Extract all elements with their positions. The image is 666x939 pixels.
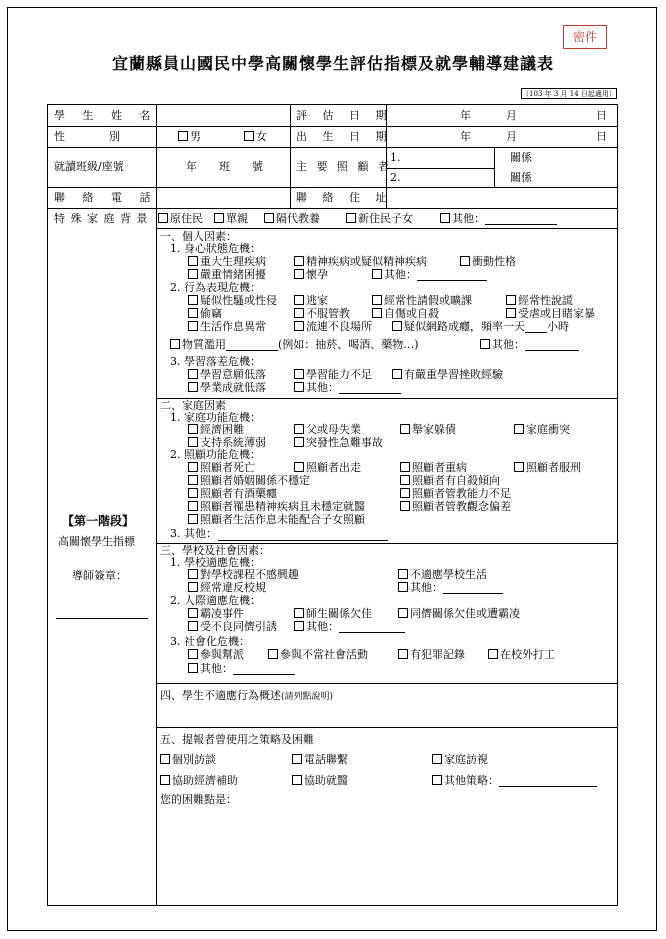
label-class-seat: 就讀班級/座號 — [54, 160, 124, 173]
checkbox-item[interactable]: 不適應學校生活 — [398, 568, 487, 581]
checkbox-item[interactable]: 衝動性格 — [460, 255, 516, 268]
checkbox-item[interactable]: 自傷或自殺 — [372, 307, 439, 320]
checkbox-item[interactable]: 其他： — [398, 581, 503, 594]
checkbox[interactable] — [432, 754, 442, 764]
eval-day: 日 — [596, 109, 607, 122]
checkbox[interactable] — [188, 437, 198, 447]
sec1-h2: 2. 行為表現危機： — [170, 281, 261, 294]
fill-in-blank[interactable] — [339, 621, 405, 633]
checkbox[interactable] — [188, 256, 198, 266]
checkbox-item[interactable]: 偷竊 — [188, 307, 222, 320]
checkbox[interactable] — [440, 213, 450, 223]
checkbox[interactable] — [188, 514, 198, 524]
checkbox[interactable] — [460, 256, 470, 266]
checkbox[interactable] — [188, 608, 198, 618]
checkbox[interactable] — [188, 321, 198, 331]
family-option[interactable]: 隔代教養 — [264, 212, 320, 225]
checkbox-item[interactable]: 其他： — [480, 338, 579, 351]
family-option[interactable]: 原住民 — [158, 212, 203, 225]
caregiver-2-relation: 關係 — [510, 171, 532, 184]
sec5-title: 五、提報者曾使用之策略及困難 — [160, 733, 314, 746]
checkbox-item[interactable]: 經濟困難 — [188, 423, 244, 436]
checkbox[interactable] — [188, 582, 198, 592]
checkbox[interactable] — [372, 269, 382, 279]
checkbox-item[interactable]: 照顧者管教能力不足 — [400, 487, 511, 500]
fill-in-blank[interactable] — [233, 663, 295, 675]
checkbox[interactable] — [400, 488, 410, 498]
checkbox[interactable] — [264, 213, 274, 223]
checkbox[interactable] — [160, 754, 170, 764]
checkbox-item[interactable]: 霸凌事件 — [188, 607, 244, 620]
checkbox-item[interactable]: 有犯罪記錄 — [398, 648, 465, 661]
label-birth-date: 出 生 日 期 — [296, 130, 393, 143]
checkbox[interactable] — [294, 256, 304, 266]
checkbox-item[interactable]: 舉家躲債 — [400, 423, 456, 436]
checkbox-item[interactable]: 照顧者婚姻關係不穩定 — [188, 474, 310, 487]
checkbox-item[interactable]: 照顧者死亡 — [188, 461, 255, 474]
checkbox[interactable] — [398, 649, 408, 659]
label-family-background: 特 殊 家 庭 背 景 — [54, 212, 149, 225]
birth-month: 月 — [506, 130, 517, 143]
checkbox[interactable] — [392, 321, 402, 331]
checkbox[interactable] — [188, 663, 198, 673]
fill-in-blank[interactable] — [218, 529, 388, 541]
checkbox-item[interactable]: 在校外打工 — [488, 648, 555, 661]
checkbox[interactable] — [188, 621, 198, 631]
eval-year: 年 — [460, 109, 471, 122]
checkbox-item[interactable]: 師生關係欠佳 — [294, 607, 372, 620]
checkbox[interactable] — [244, 131, 254, 141]
checkbox[interactable] — [188, 269, 198, 279]
option-female[interactable]: 女 — [244, 130, 267, 143]
checkbox[interactable] — [398, 608, 408, 618]
checkbox[interactable] — [294, 437, 304, 447]
checkbox-item[interactable]: 參與不當社會活動 — [268, 648, 368, 661]
caregiver-1-relation: 關係 — [510, 151, 532, 164]
sec2-h1: 1. 家庭功能危機： — [170, 411, 261, 424]
checkbox-item[interactable]: 嚴重情緒困擾 — [188, 268, 266, 281]
checkbox-item[interactable]: 同儕關係欠佳或遭霸凌 — [398, 607, 520, 620]
label-student-name: 學 生 姓 名 — [54, 109, 158, 122]
sec1-title: 一、個人因素： — [160, 230, 237, 243]
checkbox[interactable] — [346, 213, 356, 223]
table-rule — [48, 147, 617, 148]
checkbox-item[interactable]: 其他： — [294, 620, 405, 633]
strategy-option[interactable]: 協助經濟補助 — [160, 774, 238, 787]
checkbox[interactable] — [514, 462, 524, 472]
table-rule — [156, 228, 617, 229]
checkbox-item[interactable]: 有嚴重學習挫敗經驗 — [392, 368, 503, 381]
checkbox-item[interactable]: 流連不良場所 — [294, 320, 372, 333]
table-rule — [156, 105, 157, 905]
checkbox[interactable] — [400, 462, 410, 472]
checkbox[interactable] — [170, 339, 180, 349]
sec2-h2: 2. 照顧功能危機： — [170, 448, 261, 461]
checkbox[interactable] — [188, 462, 198, 472]
signature-line[interactable] — [56, 618, 148, 619]
birth-day: 日 — [596, 130, 607, 143]
checkbox[interactable] — [178, 131, 188, 141]
checkbox[interactable] — [488, 649, 498, 659]
checkbox[interactable] — [506, 295, 516, 305]
fill-in-blank[interactable] — [443, 582, 503, 594]
checkbox[interactable] — [160, 775, 170, 785]
checkbox-item[interactable]: 其他： — [372, 268, 487, 281]
effective-date-note: （103 年 3 月 14 日起適用） — [522, 90, 616, 98]
table-rule — [48, 187, 617, 188]
checkbox[interactable] — [294, 295, 304, 305]
checkbox[interactable] — [400, 424, 410, 434]
fill-in-blank[interactable] — [339, 382, 401, 394]
checkbox[interactable] — [188, 382, 198, 392]
label-gender: 性 別 — [54, 130, 120, 143]
fill-in-blank[interactable] — [499, 775, 597, 787]
checkbox-item[interactable]: 照顧者管教觀念偏差 — [400, 500, 511, 513]
checkbox-item[interactable]: 照顧者有酒藥癮 — [188, 487, 277, 500]
checkbox[interactable] — [480, 339, 490, 349]
class-seat-field[interactable]: 年 班 號 — [186, 160, 263, 173]
checkbox-item[interactable]: 受不良同儕引誘 — [188, 620, 277, 633]
fill-in-blank[interactable] — [485, 213, 557, 225]
family-option-other[interactable]: 其他： — [440, 212, 557, 225]
checkbox-item[interactable]: 照顧者罹患精神疾病且未穩定就醫 — [188, 500, 365, 513]
checkbox[interactable] — [158, 213, 168, 223]
checkbox[interactable] — [188, 649, 198, 659]
checkbox[interactable] — [214, 213, 224, 223]
strategy-option[interactable]: 電話聯繫 — [292, 753, 348, 766]
stage-label: 【第一階段】 — [62, 514, 135, 528]
checkbox-item[interactable]: 參與幫派 — [188, 648, 244, 661]
eval-month: 月 — [506, 109, 517, 122]
checkbox-item[interactable]: 重大生理疾病 — [188, 255, 266, 268]
checkbox[interactable] — [188, 308, 198, 318]
fill-in-blank[interactable] — [417, 269, 487, 281]
caregiver-1[interactable]: 1. — [390, 151, 401, 164]
checkbox-item[interactable]: 逃家 — [294, 294, 328, 307]
strategy-option-other[interactable]: 其他策略： — [432, 774, 597, 787]
birth-year: 年 — [460, 130, 471, 143]
checkbox-item[interactable]: 對學校課程不感興趣 — [188, 568, 299, 581]
checkbox[interactable] — [400, 501, 410, 511]
checkbox[interactable] — [292, 754, 302, 764]
sec4-title: 四、學生不適應行為概述(請列點說明) — [160, 689, 334, 702]
sec2-title: 二、家庭因素 — [160, 399, 226, 412]
checkbox-item[interactable]: 家庭衝突 — [514, 423, 570, 436]
checkbox[interactable] — [294, 621, 304, 631]
checkbox-item[interactable]: 其他： — [294, 381, 401, 394]
label-eval-date: 評 估 日 期 — [296, 109, 393, 122]
checkbox[interactable] — [294, 382, 304, 392]
checkbox[interactable] — [400, 475, 410, 485]
checkbox[interactable] — [506, 308, 516, 318]
table-rule — [290, 105, 291, 208]
checkbox[interactable] — [294, 321, 304, 331]
checkbox[interactable] — [294, 608, 304, 618]
sec2-h3: 3. 其他： — [170, 527, 217, 540]
checkbox-item[interactable]: 照顧者重病 — [400, 461, 467, 474]
option-male[interactable]: 男 — [178, 130, 201, 143]
checkbox[interactable] — [294, 269, 304, 279]
checkbox-item[interactable]: 父或母失業 — [294, 423, 361, 436]
fill-in-blank[interactable] — [525, 321, 547, 333]
checkbox-item[interactable]: 生活作息異常 — [188, 320, 266, 333]
checkbox-item[interactable]: 學習意願低落 — [188, 368, 266, 381]
checkbox-item[interactable]: 支持系統薄弱 — [188, 436, 266, 449]
label-address: 聯 絡 住 址 — [296, 191, 393, 204]
checkbox-item[interactable]: 疑似網路成癮，頻率一天 小時 — [392, 320, 569, 333]
signature-label: 導師簽章： — [72, 569, 127, 582]
table-rule — [156, 683, 617, 684]
checkbox[interactable] — [392, 369, 402, 379]
checkbox[interactable] — [292, 775, 302, 785]
checkbox-item[interactable]: 疑似性騷或性侵 — [188, 294, 277, 307]
checkbox[interactable] — [294, 369, 304, 379]
checkbox[interactable] — [188, 295, 198, 305]
caregiver-2[interactable]: 2. — [390, 171, 401, 184]
difficulty-label: 您的困難點是： — [160, 793, 237, 806]
checkbox-item[interactable]: 照顧者出走 — [294, 461, 361, 474]
checkbox-item[interactable]: 精神疾病或疑似精神疾病 — [294, 255, 427, 268]
confidential-stamp: 密件 — [563, 25, 607, 49]
checkbox[interactable] — [188, 424, 198, 434]
table-rule — [48, 126, 617, 127]
checkbox-item[interactable]: 照顧者服刑 — [514, 461, 581, 474]
checkbox[interactable] — [398, 582, 408, 592]
checkbox-item[interactable]: 突發性急難事故 — [294, 436, 383, 449]
checkbox-item[interactable]: 照顧者生活作息未能配合子女照顧 — [188, 513, 365, 526]
checkbox[interactable] — [372, 308, 382, 318]
strategy-option[interactable]: 協助就醫 — [292, 774, 348, 787]
checkbox[interactable] — [294, 424, 304, 434]
checkbox[interactable] — [188, 475, 198, 485]
checkbox[interactable] — [188, 569, 198, 579]
checkbox-item[interactable]: 照顧者有自殺傾向 — [400, 474, 500, 487]
family-option[interactable]: 單親 — [214, 212, 248, 225]
table-rule — [494, 147, 495, 187]
checkbox[interactable] — [372, 295, 382, 305]
strategy-option[interactable]: 個別訪談 — [160, 753, 216, 766]
label-phone: 聯 絡 電 話 — [54, 191, 158, 204]
checkbox[interactable] — [294, 462, 304, 472]
checkbox-item[interactable]: 其他： — [188, 662, 295, 675]
page-title: 宜蘭縣員山國民中學高關懷學生評估指標及就學輔導建議表 — [111, 54, 554, 73]
checkbox[interactable] — [188, 501, 198, 511]
checkbox-item[interactable]: 受虐或目睹家暴 — [506, 307, 595, 320]
checkbox-item[interactable]: 經常性說謊 — [506, 294, 573, 307]
checkbox-item[interactable]: 不服管教 — [294, 307, 350, 320]
label-caregiver: 主 要 照 顧 者 — [296, 160, 392, 173]
sec3-h3: 3. 社會化危機： — [170, 635, 250, 648]
checkbox[interactable] — [432, 775, 442, 785]
checkbox-item[interactable]: 學業成就低落 — [188, 381, 266, 394]
sec3-h2: 2. 人際適應危機： — [170, 594, 261, 607]
checkbox[interactable] — [294, 308, 304, 318]
table-rule — [48, 208, 617, 209]
family-option[interactable]: 新住民子女 — [346, 212, 413, 225]
sec3-h1: 1. 學校適應危機： — [170, 556, 261, 569]
checkbox[interactable] — [188, 369, 198, 379]
checkbox[interactable] — [268, 649, 278, 659]
sec1-h1: 1. 身心狀態危機： — [170, 242, 261, 255]
checkbox[interactable] — [514, 424, 524, 434]
checkbox-item[interactable]: 經常性請假或曠課 — [372, 294, 472, 307]
assessment-form — [47, 104, 618, 906]
checkbox-item[interactable]: 學習能力不足 — [294, 368, 372, 381]
table-rule — [156, 727, 617, 728]
sec1-h3: 3. 學習落差危機： — [170, 355, 261, 368]
checkbox-item[interactable]: 物質濫用 (例如：抽菸、喝酒、藥物…) — [170, 338, 419, 351]
checkbox[interactable] — [188, 488, 198, 498]
fill-in-blank[interactable] — [525, 339, 579, 351]
stage-subtitle: 高關懷學生指標 — [58, 535, 135, 548]
checkbox[interactable] — [398, 569, 408, 579]
fill-in-blank[interactable] — [226, 339, 278, 351]
sec3-title: 三、學校及社會因素： — [160, 544, 270, 557]
checkbox-item[interactable]: 經常違反校規 — [188, 581, 266, 594]
table-rule — [386, 168, 494, 169]
checkbox-item[interactable]: 懷孕 — [294, 268, 328, 281]
strategy-option[interactable]: 家庭訪視 — [432, 753, 488, 766]
